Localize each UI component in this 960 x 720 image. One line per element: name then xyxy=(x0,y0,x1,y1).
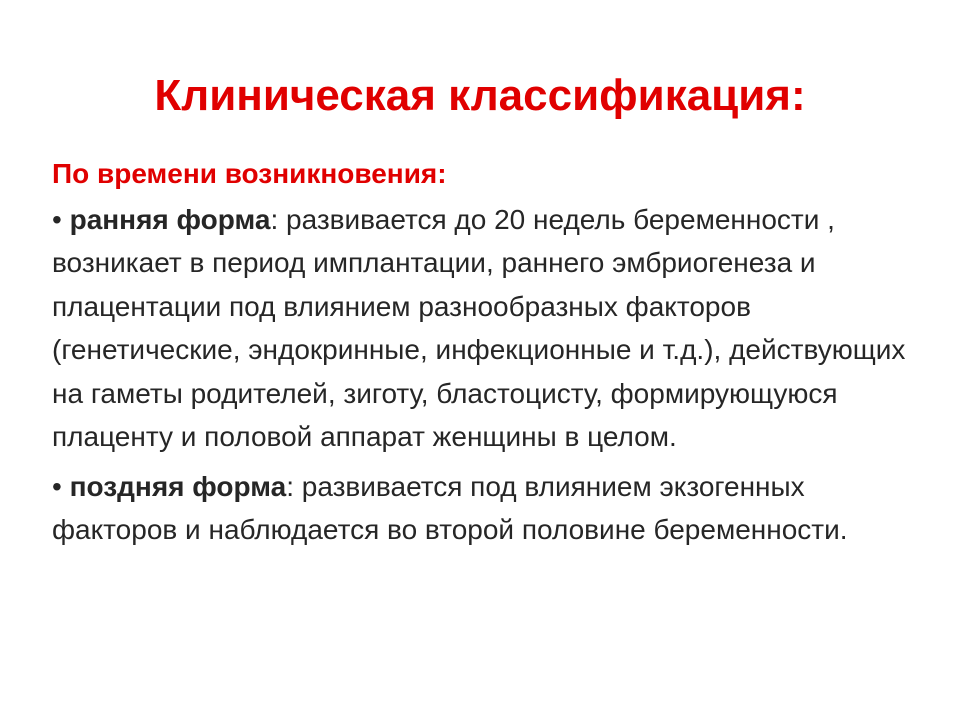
bullet-text: развивается под влиянием экзогенных факторов и наблюдается во второй половине беременности. xyxy=(52,470,848,545)
subheading: По времени возникновения: xyxy=(52,158,447,189)
bullet-separator: : xyxy=(270,203,279,235)
bullet-early-form xyxy=(52,198,922,459)
bullet-term: поздняя форма xyxy=(69,470,287,502)
bullet-marker: • xyxy=(52,203,62,235)
slide-content xyxy=(52,152,922,558)
bullet-separator: : xyxy=(286,470,294,502)
bullet-late-form xyxy=(52,465,922,552)
bullet-term: ранняя форма xyxy=(69,203,271,235)
bullet-marker: • xyxy=(52,470,62,502)
bullet-text: развивается до 20 недель беременности , возникает в период имплантации, раннего эмбриогенеза и плацентации под влиянием разнообразных факторов (генетические, эндокринные, инфекционные и т.д.), действующих на гаметы родителей, зиготу, бластоцисту, формирующуюся плаценту и половой аппарат женщины в целом. xyxy=(52,203,906,452)
slide-title: Клиническая классификация: xyxy=(154,71,806,120)
